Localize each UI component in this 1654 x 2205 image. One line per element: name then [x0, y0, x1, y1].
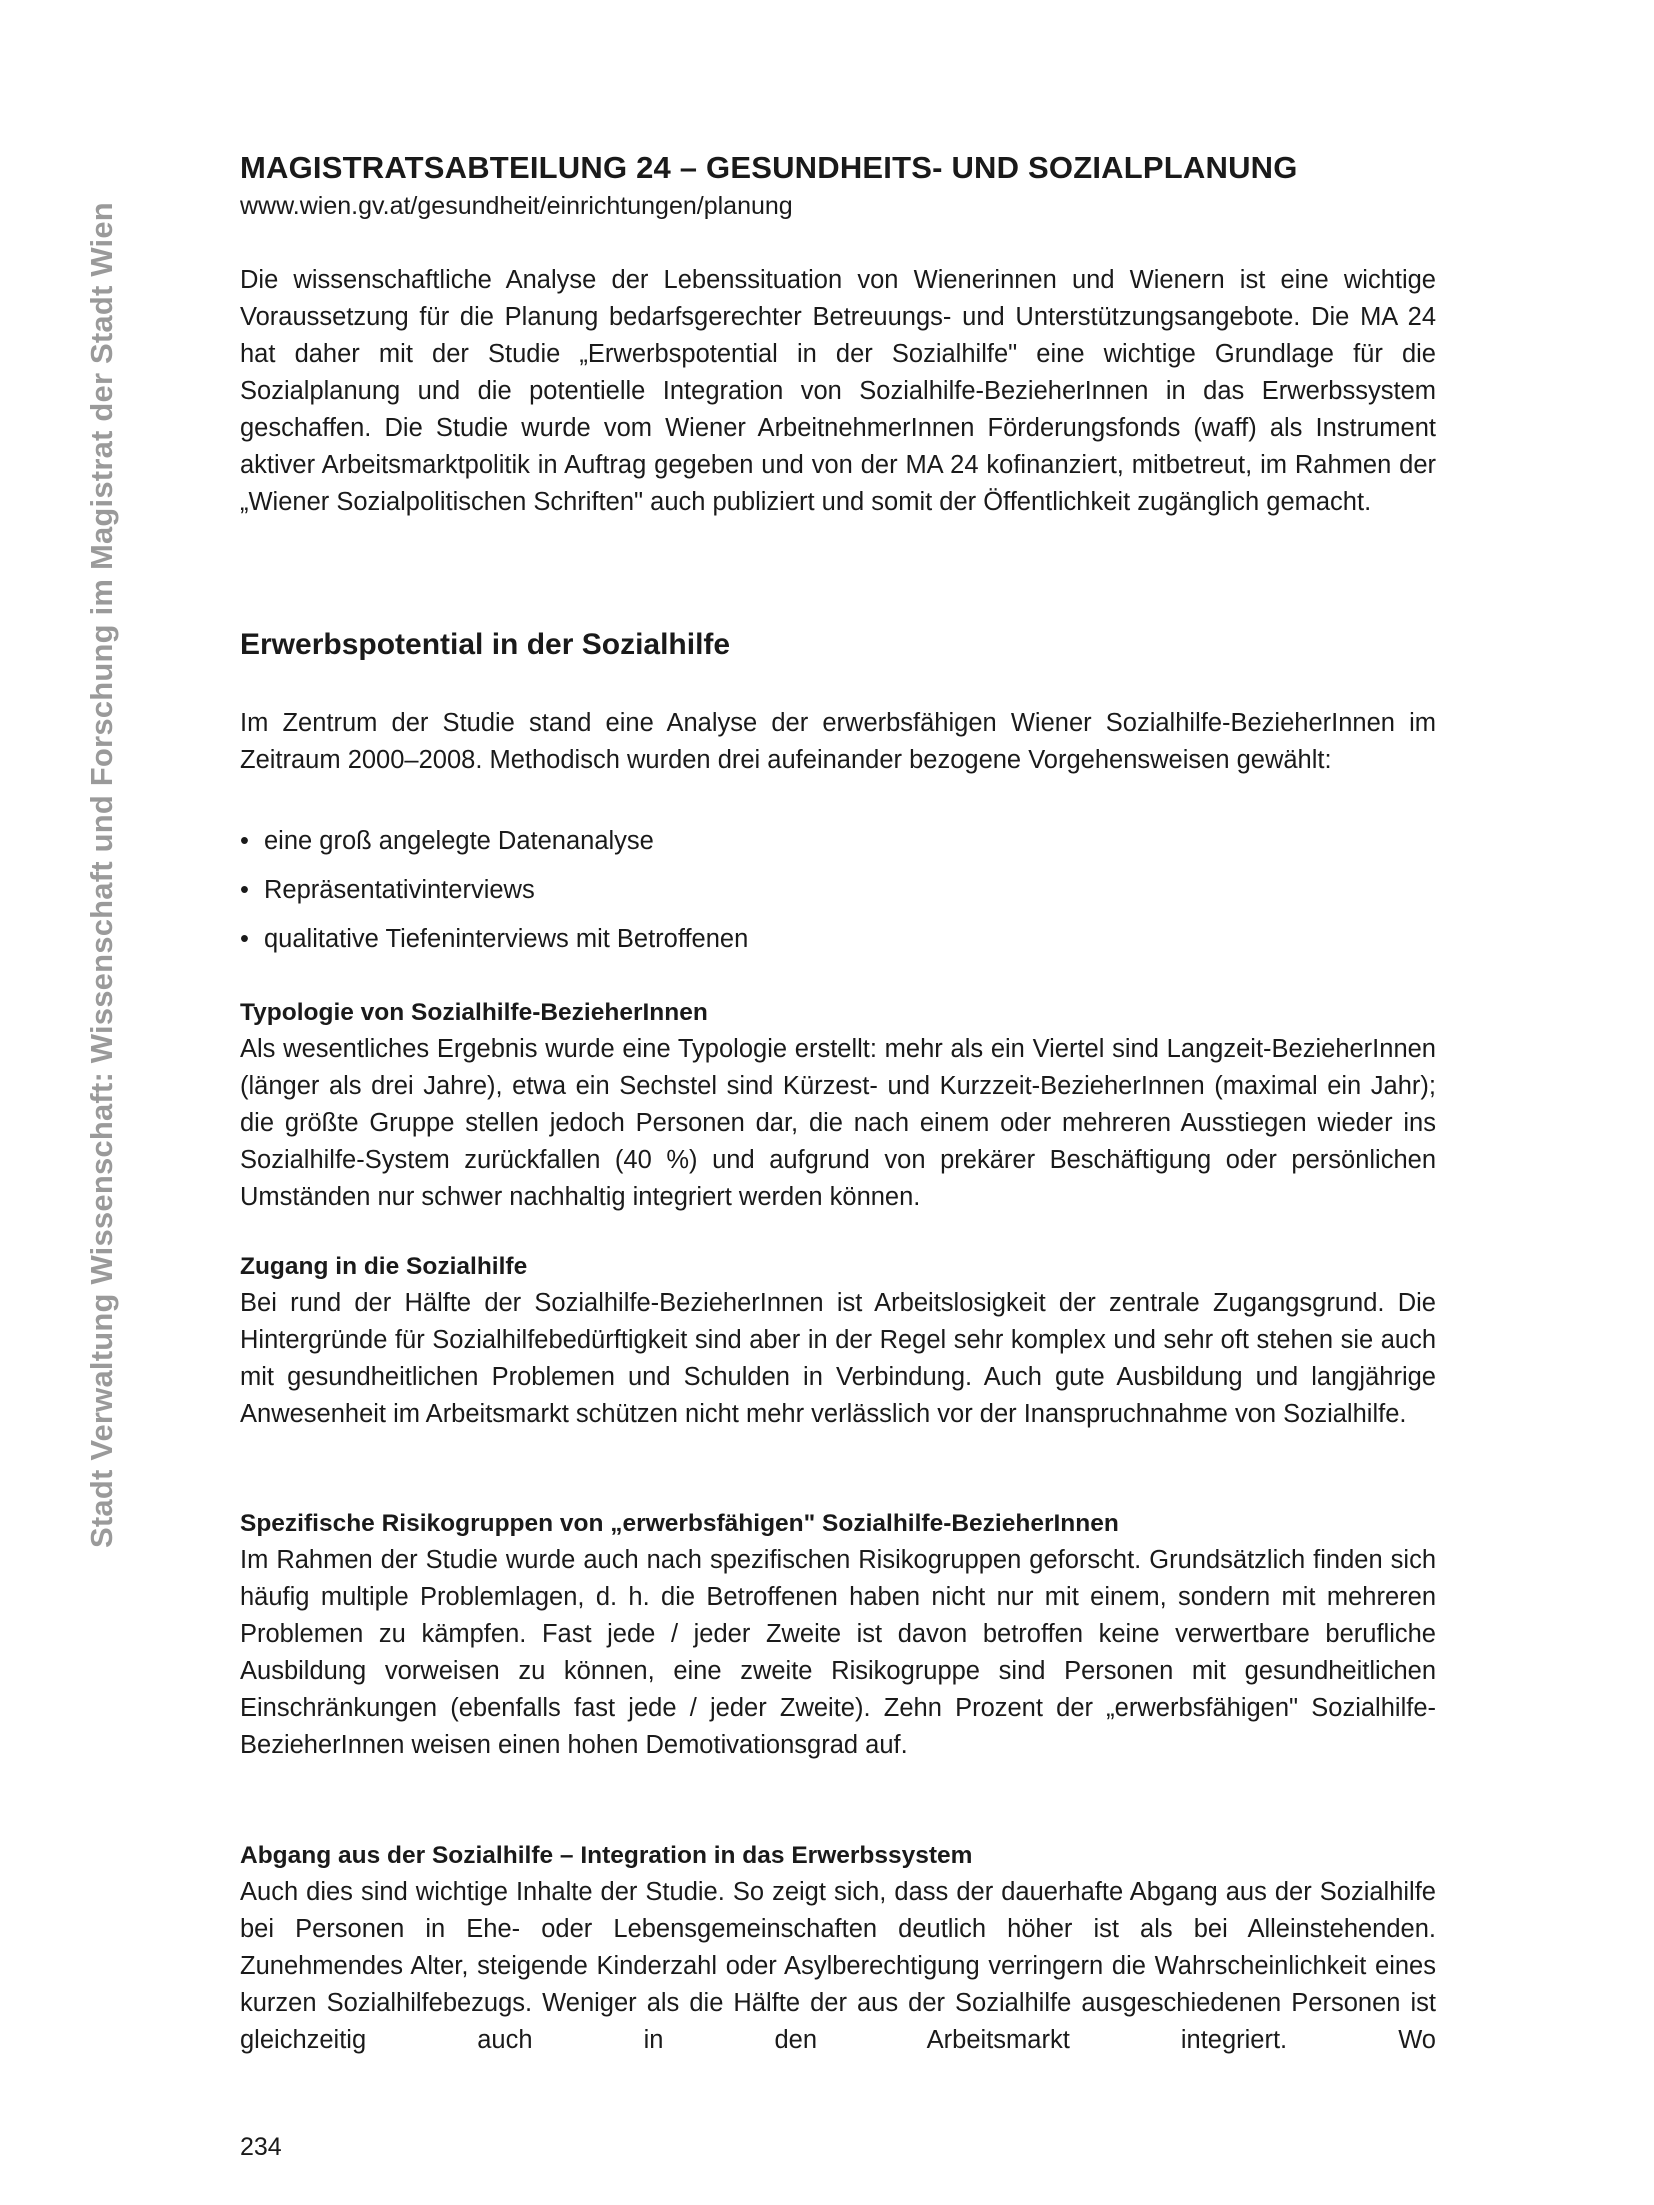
page-number: 234 — [240, 2133, 282, 2161]
subsection-heading: Zugang in die Sozialhilfe — [240, 1253, 528, 1280]
lead-text: Im Zentrum der Studie stand eine Analyse der erwerbsfähigen Wiener Sozialhilfe-BezieherInnen im Zeitraum 2000–2008. Methodisch wurden drei aufeinander bezogene Vorgehensweisen gewählt: — [240, 709, 1436, 774]
bullet-icon: • — [240, 827, 249, 855]
subsection-zugang — [240, 1248, 1436, 1433]
method-list — [240, 823, 1436, 970]
list-item-text: qualitative Tiefeninterviews mit Betroffenen — [264, 925, 749, 953]
list-item — [240, 823, 1436, 872]
section-lead — [240, 705, 1436, 779]
intro-paragraph — [240, 262, 1436, 521]
subsection-typologie — [240, 994, 1436, 1216]
section-heading: Erwerbspotential in der Sozialhilfe — [240, 628, 731, 661]
subsection-heading: Typologie von Sozialhilfe-BezieherInnen — [240, 999, 708, 1026]
bullet-icon: • — [240, 925, 249, 953]
subsection-heading: Spezifische Risikogruppen von „erwerbsfähigen" Sozialhilfe-BezieherInnen — [240, 1510, 1119, 1537]
list-item — [240, 921, 1436, 970]
bullet-icon: • — [240, 876, 249, 904]
subsection-heading: Abgang aus der Sozialhilfe – Integration in das Erwerbssystem — [240, 1842, 973, 1869]
list-item — [240, 872, 1436, 921]
subsection-text: Auch dies sind wichtige Inhalte der Studie. So zeigt sich, dass der dauerhafte Abgang aus der Sozialhilfe bei Personen in Ehe- oder Lebensgemeinschaften deutlich höher ist als bei Alleinstehenden. Zunehmendes Alter, steigende Kinderzahl oder Asylberechtigung verringern die Wahrscheinlichkeit eines kurzen Sozialhilfebezugs. Weniger als die Hälfte der aus der Sozialhilfe ausgeschiedenen Personen ist gleichzeitig auch in den Arbeitsmarkt integriert. Wo — [240, 1878, 1436, 2054]
running-side-title: Stadt Verwaltung Wissenschaft: Wissenschaft und Forschung im Magistrat der Stadt Wien — [84, 202, 119, 1548]
subsection-text: Als wesentliches Ergebnis wurde eine Typologie erstellt: mehr als ein Viertel sind Langzeit-BezieherInnen (länger als drei Jahre), etwa ein Sechstel sind Kürzest- und Kurzzeit-BezieherInnen (maximal ein Jahr); die größte Gruppe stellen jedoch Personen dar, die nach einem oder mehreren Ausstiegen wieder ins Sozialhilfe-System zurückfallen (40 %) und aufgrund von prekärer Beschäftigung oder persönlichen Umständen nur schwer nachhaltig integriert werden können. — [240, 1035, 1436, 1211]
subsection-text: Bei rund der Hälfte der Sozialhilfe-BezieherInnen ist Arbeitslosigkeit der zentrale Zugangsgrund. Die Hintergründe für Sozialhilfebedürftigkeit sind aber in der Regel sehr komplex und sehr oft stehen sie auch mit gesundheitlichen Problemen und Schulden in Verbindung. Auch gute Ausbildung und langjährige Anwesenheit im Arbeitsmarkt schützen nicht mehr verlässlich vor der Inanspruchnahme von Sozialhilfe. — [240, 1289, 1436, 1428]
list-item-text: eine groß angelegte Datenanalyse — [264, 827, 654, 855]
department-url: www.wien.gv.at/gesundheit/einrichtungen/planung — [240, 192, 793, 220]
list-item-text: Repräsentativinterviews — [264, 876, 535, 904]
subsection-abgang — [240, 1837, 1436, 2059]
subsection-risikogruppen — [240, 1505, 1436, 1764]
intro-text: Die wissenschaftliche Analyse der Lebenssituation von Wienerinnen und Wienern ist eine wichtige Voraussetzung für die Planung bedarfsgerechter Betreuungs- und Unterstützungsangebote. Die MA 24 hat daher mit der Studie „Erwerbspotential in der Sozialhilfe" eine wichtige Grundlage für die Sozialplanung und die potentielle Integration von Sozialhilfe-BezieherInnen in das Erwerbssystem geschaffen. Die Studie wurde vom Wiener ArbeitnehmerInnen Förderungsfonds (waff) als Instrument aktiver Arbeitsmarktpolitik in Auftrag gegeben und von der MA 24 kofinanziert, mitbetreut, im Rahmen der „Wiener Sozialpolitischen Schriften" auch publiziert und somit der Öffentlichkeit zugänglich gemacht. — [240, 266, 1436, 516]
page-title: MAGISTRATSABTEILUNG 24 – GESUNDHEITS- UND SOZIALPLANUNG — [240, 150, 1298, 185]
subsection-text: Im Rahmen der Studie wurde auch nach spezifischen Risikogruppen geforscht. Grundsätzlich finden sich häufig multiple Problemlagen, d. h. die Betroffenen haben nicht nur mit einem, sondern mit mehreren Problemen zu kämpfen. Fast jede / jeder Zweite ist davon betroffen keine verwertbare berufliche Ausbildung vorweisen zu können, eine zweite Risikogruppe sind Personen mit gesundheitlichen Einschränkungen (ebenfalls fast jede / jeder Zweite). Zehn Prozent der „erwerbsfähigen" Sozialhilfe-BezieherInnen weisen einen hohen Demotivationsgrad auf. — [240, 1546, 1436, 1759]
